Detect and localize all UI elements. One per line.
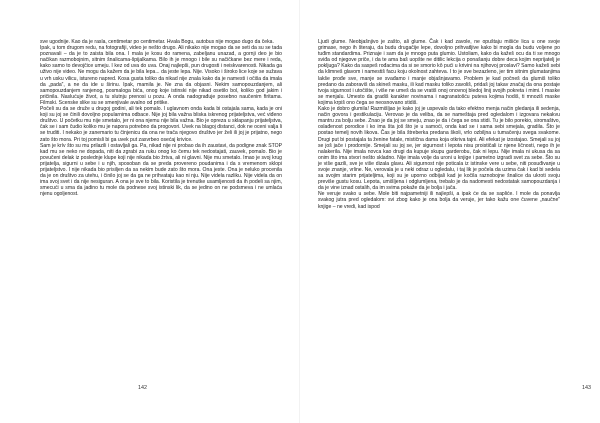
right-page-text xyxy=(318,39,560,210)
page-number: 142 xyxy=(138,385,147,391)
page-number: 143 xyxy=(582,385,591,391)
left-page-text xyxy=(40,39,282,197)
paragraph: sve ugodnije. Kao da je rasla, centimetar po centimetar. Hvala Bogu, autobus nije mogao dugo da čeka. xyxy=(40,39,274,45)
paragraph: Ljudi glume. Neobjašnjivo je zašto, ali glume. Čak i kad zavole, ne opuštaju mišiće lica u one svoje grimase, nego ih šteraju, da budu drugačije lepe, dovoljno prihvatljive kako bi mogla da budu voljene po tuđim standardima. Priznaje i sam da je mnogo puta glumio. Ustoliam, kako da kažeš ocu da ti se mnogo sviđa od njegove priče, i da te ama baš uopšte ne ditilic lekcija o ponašanju dobre deca kojim neprijatelj je pokljuga? Kako da saspeš rođacima da si se smorio kô pući u krivini na njihovoj proslavi? Samo kažeš sebi da klimneš glavom i namestiš facu koju okolnost zahteva. I to je sve bezazleno, jer tim sitnim glumatanjima lakše prođe sve, manje se svađamo i manje objašnjavamo. Problem je kad počneš da glumiš toliko predano da zaboraviš da skineš masku, ili kad masku toliko zavoliš, pridaš joj takav značaj da ona postaje tvoja sigurnost i utočište, i više ne umeš da se vratiš onoj onovnoj bledoj linij svojih pokreta i mimi. I maske se menjalu. Umesto da gradiš karakter novinama i nagranatošću puteva kojima hodiš, ti mnoziš maske kojima krpiš ono čega se neosnovano stidiš. xyxy=(318,39,560,106)
paragraph: Sam je krív što su mu prilazili i ostavljali ga. Pa, nikad nije ni probao da ih zaustavi, da podigne znak STOP kad mu se neko ne dopada, niti da zgrabi za ruku onog ko čemu tek nedostajati, zauvek, pomalo. Bio je povučeni delak iz poslednje klupe koji nije nikada bio žrtva, ali ni glavni. Nije mu smetalo. Imao je svoj krug prijatelja, sigurni u sebe i u njih, sposoban da se preda provereno poudanima i da s vremenom sklopi prijateljstvo. I nije nikada bio prisiljen da sa nekim bude zato što mora. Ona jeste. Ona je neluko procenila da je on društvo za utehu, i činilo joj se da ga ne prihvataju kao ni nju. Nije videla razliku. Nije videla da on ima svoj svet i da nije nesiguran. A ona je sve to bila. Koristila je trenutke usamljenosti da ih podeli sa njim, smecući u sma da jadino tu mole da podnese svoj istinski lik, da se jedino on ne podsmeva i ne umlaća njenu ogoljenost. xyxy=(40,142,282,198)
paragraph: Ipak, u tom drugom redu, na fotografiji, video je nešto drugo. Ali nikako nije mogao da se seti da su se tada poznavali – da je to zaista bila ona. I mala je kosu do ramena, zabeljanu unazad, a gornji deo je bio načikan razmobojnim, sitnim šnalicama-špijalkama. Bilo ih je mnogo i bile su načičkane bez mere i reda, kako samo to devojčice umeju. I kez od uva do uva. Onaj najlepši, pun drugosti i neiskvarenosti. Nikada ga uživo nije video. Ne mogu da kažem da je bila lepa... da jeste lepa. Nije. Visoko i široko lice koje se sužava u vrh usku vilicu, istureno napred. Kosa gusta toliko da nikad nije znala kako da je namesti i očiša da imala da „padа”, a ne da ide u širinu. Ipak, mamila je. Ne zna da objasni. Nekim samopouzdanjem, ali samopouzdanjem ranjenog, posmaloga bića, onog koje istinski nije nikad osetilo bol, koliko god jakim i pričinila. Naslućuje život, a tu slutnju prenosi u pozu. A onda nadograđuje posebno naučenim firitama. Filmski. Scenske slike su se smenjivale avalno od pritike. xyxy=(40,45,282,106)
paragraph: Ne veruje svako u sebe. Mole biti najpametniji ili najlepši, a ipak će da se sapliće. I mole da ponavlja svakog jutra pred ogledalom: svi zbog kako je ona bolja da veruje, jer tako kažu one čuvene „naučne” knjige – ne vredi, kad ispod xyxy=(318,191,560,210)
paragraph: Počeli su da se druže u drugoj godini, ali tek pomalo. I uglavnom onda kada bi ostajala sama, kada je oni koji su joj se činili dovoljno popularnima odbace. Nije joj bila važna bliska iskrenog prijateljstva, već viđeno društvo. U početku mu nije smetalo, jer ni ona njemu nije bila važna. Bio je opreza u sklapanju prijateljstva, čak se i sam čudio koliko mu je napora potrebno da progovori. Uvek na blagoj distanci, dok ne oceni valja li se truditi. I nekako je zanemario tu činjenicu da ona ne trača njegovo društvo jer želi ili joj je prijatno, nego zato što mora. Pri toj pomisli bi ga uvek put zasvrbeo osećaj krivice. xyxy=(40,106,282,143)
right-page xyxy=(300,0,600,423)
paragraph: Kako je dobro glumila! Razmišljao je kako joj je uspevalo da tako efektno menja način gledanja ili sedenja, način govora i gestikulaciju. Verovao je da veliba, da se nameštaja pred ogledalom i izgovara nekakvu mantru za bolju sebe. Znao je da joj se smeju, znao je da i čega se ona stidi. Tu je bilo porekio, siromaštvo, oslađenost porodice i ko ima šta još što je u samoći, onda kad se i sama sebi smejala, gradila. Što je postao temelj novih likova. Čas je bila štreberka predana školi, vrlo ozbiljna u tumačenju svega svakome. Drugi put bi postajala ta ženine fatale, mističnа dama koja otkriva tajni. Ali efekat je izostajao. Smejali su joj se još jače i prodornije. Smejali su joj se, jer sigurnost i lepota nisu proističali iz njene ličnosti, nego ih je nalakerila. Nije imala novca kao drugi da kupuje skupu garderobu, čak ni lepu. Nije imala ni ukusa da sa onim što ima stvori nešto skladno. Nije imala volje da uroni u knjige i pametno izgradi svet za sebe. Što su je više gazili, sve je više dizala glavu. Ali sigurnost nije poticala iz istinske vere u sebe, niti posuđivanje u svoje znanje, vrline. Ne, verovala je u neki odraz u ogledalu, i taj lik je počela da uzima čak i kad bi sedela sa svojim starim prijateljima, koji su je uporno odbijali kad je kočila raznobojne šnalice da ukroti svoju previše gustu kosu. Lepota, umišljena i odglumljena, trebalo je da nadomesti nedostatak samopouzdanja i da je vine iznad ostalih, da im svima pokaže da je bolja i jača. xyxy=(318,106,560,192)
